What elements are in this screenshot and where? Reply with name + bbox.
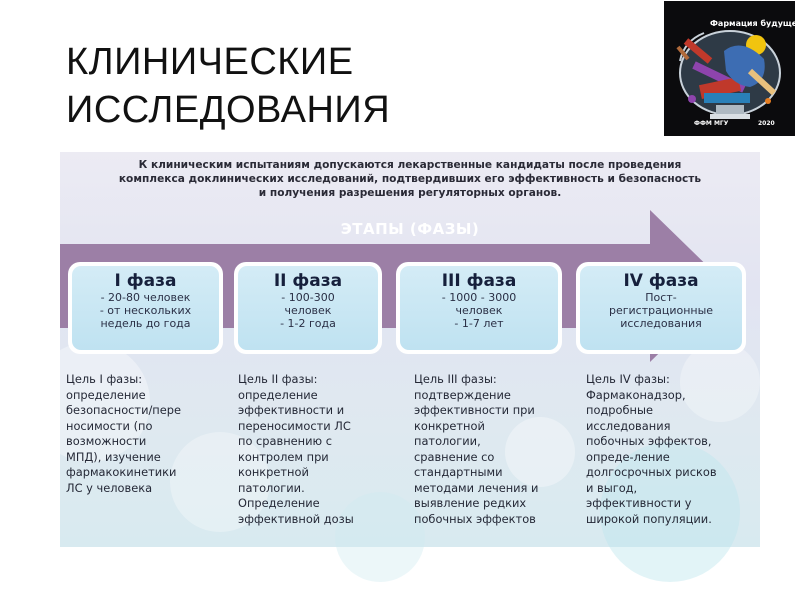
goal-line: побочных эффектов	[414, 511, 536, 526]
phase-3-detail: - 1-7 лет	[454, 317, 504, 330]
pharmacy-of-the-future-logo	[664, 1, 807, 136]
phase-2-detail: - 1-2 года	[280, 317, 336, 330]
goal-line: эффективной дозы	[238, 511, 354, 526]
phase-1-goal	[66, 372, 231, 496]
goal-line: эффективности у	[586, 496, 692, 510]
intro-line: и получения разрешения регуляторных органов.	[258, 187, 562, 199]
goal-line: определение	[238, 387, 318, 402]
goal-line: подробные	[586, 403, 653, 417]
intro-text	[60, 158, 760, 200]
phase-4-name: IV фаза	[623, 271, 699, 291]
intro-line: К клиническим испытаниям допускаются лекарственные кандидаты после проведения	[138, 159, 682, 171]
goal-line: фармакокинетики	[66, 465, 177, 479]
phase-4-detail: Пост-	[645, 291, 677, 304]
phase-1-detail: - от нескольких	[99, 304, 192, 317]
goal-line: подтверждение	[414, 387, 511, 402]
phase-4-detail: исследования	[620, 317, 702, 330]
phase-2-detail: - 100-300	[281, 291, 335, 304]
phase-3-name: III фаза	[441, 271, 517, 291]
slide-title-line-2: ИССЛЕДОВАНИЯ	[66, 89, 391, 131]
goal-line: определение	[66, 387, 146, 402]
goal-line: конкретной	[414, 418, 485, 433]
logo-title: Фармация будущего	[710, 19, 807, 28]
phase-4-detail: регистрационные	[608, 304, 714, 317]
phase-3-detail: человек	[455, 304, 503, 317]
goal-line: Цель II фазы:	[238, 372, 318, 386]
goal-line: выявление редких	[414, 496, 527, 510]
phase-2-name: II фаза	[273, 271, 343, 291]
goal-line: опреде-ление	[586, 449, 670, 464]
goal-line: широкой популяции.	[586, 511, 712, 526]
goal-line: долгосрочных рисков	[586, 465, 717, 479]
logo-caption-left: ФФМ МГУ	[694, 120, 729, 127]
goal-line: носимости (по	[66, 418, 153, 433]
phase-1-detail: - 20-80 человек	[100, 291, 191, 304]
phase-1-box	[68, 262, 223, 354]
phase-1-name: I фаза	[114, 271, 177, 291]
goal-line: Цель I фазы:	[66, 372, 143, 386]
goal-line: контролем при	[238, 449, 329, 464]
phase-3-detail: - 1000 - 3000	[441, 291, 517, 304]
goal-line: МПД), изучение	[66, 449, 161, 464]
phase-2-detail: человек	[284, 304, 332, 317]
goal-line: сравнение со	[414, 449, 495, 464]
goal-line: стандартными	[414, 465, 503, 479]
goal-line: ЛС у человека	[66, 480, 153, 495]
goal-line: Определение	[238, 496, 320, 510]
goal-line: патологии,	[414, 434, 481, 448]
phase-4-goal	[586, 372, 758, 527]
stages-label: ЭТАПЫ (ФАЗЫ)	[340, 220, 480, 238]
phase-3-goal	[414, 372, 579, 527]
goal-line: патологии.	[238, 480, 305, 495]
phase-3-box	[396, 262, 562, 354]
phase-2-goal	[238, 372, 403, 527]
goal-line: побочных эффектов,	[586, 434, 712, 448]
goal-line: переносимости ЛС	[238, 418, 351, 433]
phase-2-box	[234, 262, 382, 354]
goal-line: и выгод,	[586, 480, 638, 495]
phase-4-box	[576, 262, 746, 354]
goal-line: конкретной	[238, 465, 309, 479]
goal-line: Цель III фазы:	[414, 372, 497, 386]
clinical-trials-infographic	[60, 152, 760, 547]
intro-line: комплекса доклинических исследований, подтвердивших его эффективность и безопасность	[118, 173, 702, 185]
goal-line: методами лечения и	[414, 480, 539, 495]
goal-line: исследования	[586, 418, 671, 433]
goal-line: Фармаконадзор,	[586, 387, 686, 402]
phase-1-detail: недель до года	[100, 317, 191, 330]
goal-line: Цель IV фазы:	[586, 372, 670, 386]
slide-title	[66, 38, 390, 134]
goal-line: эффективности и	[238, 403, 345, 417]
goal-line: возможности	[66, 434, 147, 448]
goal-line: по сравнению с	[238, 434, 333, 448]
logo-caption-right: 2020	[758, 120, 775, 127]
slide-title-line-1: КЛИНИЧЕСКИЕ	[66, 41, 354, 83]
goal-line: безопасности/пере	[66, 403, 181, 417]
goal-line: эффективности при	[414, 403, 535, 417]
